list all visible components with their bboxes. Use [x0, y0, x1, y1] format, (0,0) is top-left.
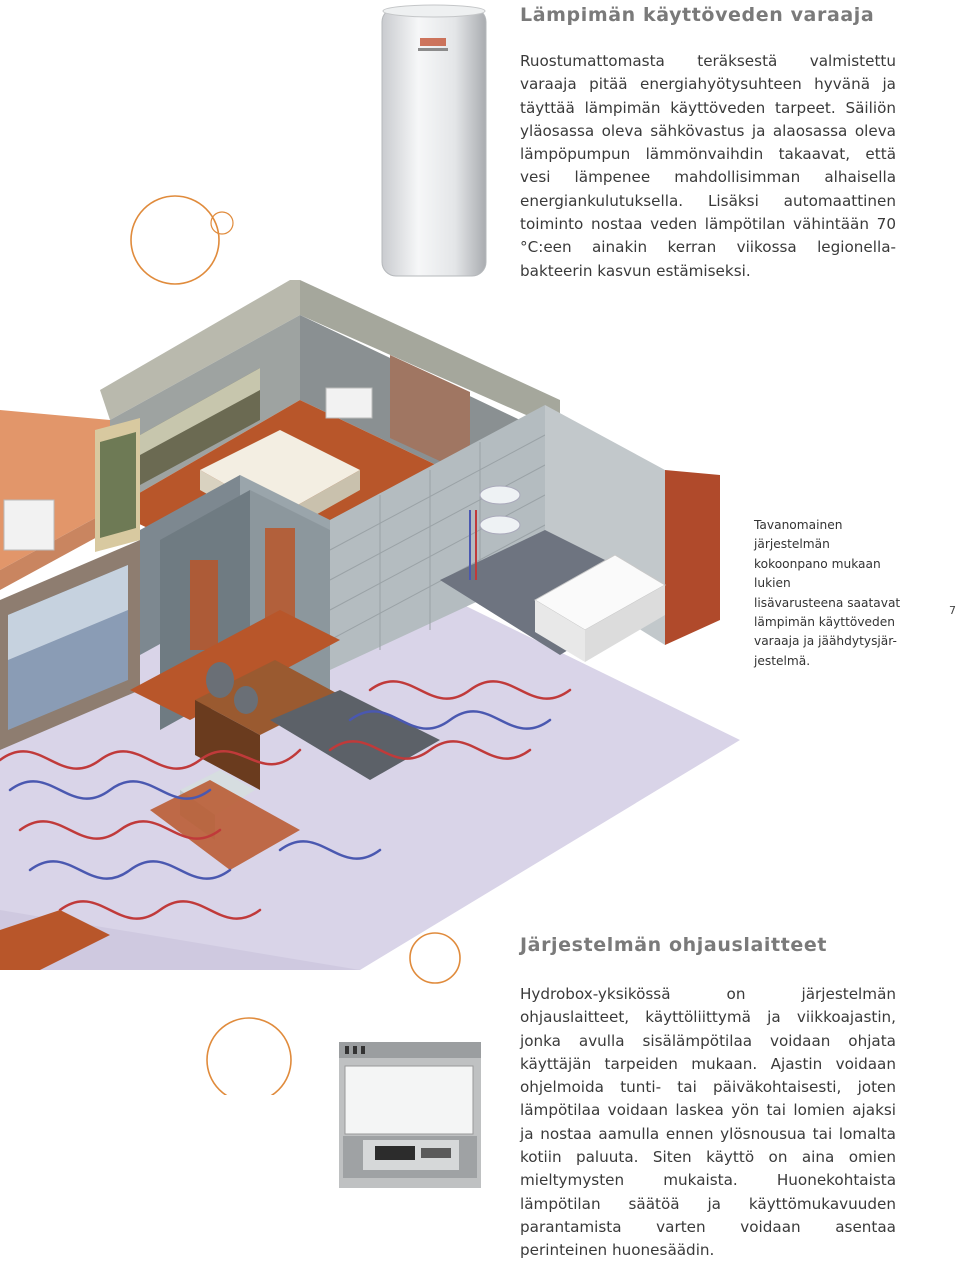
caption-line: kokoonpano mukaan lukien — [754, 556, 881, 591]
hot-water-heading: Lämpimän käyttöveden varaaja — [520, 4, 875, 26]
controls-heading: Järjestelmän ohjauslaitteet — [520, 934, 828, 956]
controls-paragraph: Hydrobox-yksikössä on järjestelmän ohjauslaitteet, käyttöliittymä ja viikkoajastin, jonka avulla sisälämpötilaa voidaan ohjata käyttäjän tarpeiden mukaan. Ajastin voidaan ohjelmoida tunti- tai päiväkohtaisesti, joten lämpötilaa voidaan laskea yön tai lomien ajaksi ja nostaa aamulla ennen ylösnousua tai lomalta kotiin paluuta. Siten käyttö on aina omien mieltymysten mukaista. Huonekohtaista lämpötilan säätöä ja käyttömukavuuden parantamista varten voidaan asentaa perinteinen huonesäädin. — [520, 985, 896, 1260]
controller-unit-illustration — [335, 1040, 485, 1190]
caption-line: varaaja ja jäähdytysjär- — [754, 634, 897, 649]
hot-water-paragraph: Ruostumattomasta teräksestä valmistettu varaaja pitää energiahyötysuhteen hyvänä ja täyttää lämpimän käyttöveden tarpeet. Säiliön yläosassa oleva sähkövastus ja alaosassa oleva lämpöpumpun lämmönvaihdin takaavat, että vesi lämpenee mahdollisimman alhaisella energiankulutuksella. Lisäksi automaattinen toiminto nostaa veden lämpötilan vähintään 70 °C:een ainakin kerran viikossa legionella-bakteerin kasvun estämiseksi. — [520, 52, 896, 280]
illustration-caption — [754, 516, 914, 671]
page-number: 7 — [949, 604, 956, 617]
water-heater-illustration — [378, 2, 490, 286]
caption-line: lämpimän käyttöveden — [754, 615, 895, 630]
caption-line: Tavanomainen järjestelmän — [754, 518, 843, 552]
caption-line: jestelmä. — [754, 653, 811, 668]
house-cutaway-illustration — [0, 270, 760, 970]
caption-line: lisävarusteena saatavat — [754, 595, 901, 610]
